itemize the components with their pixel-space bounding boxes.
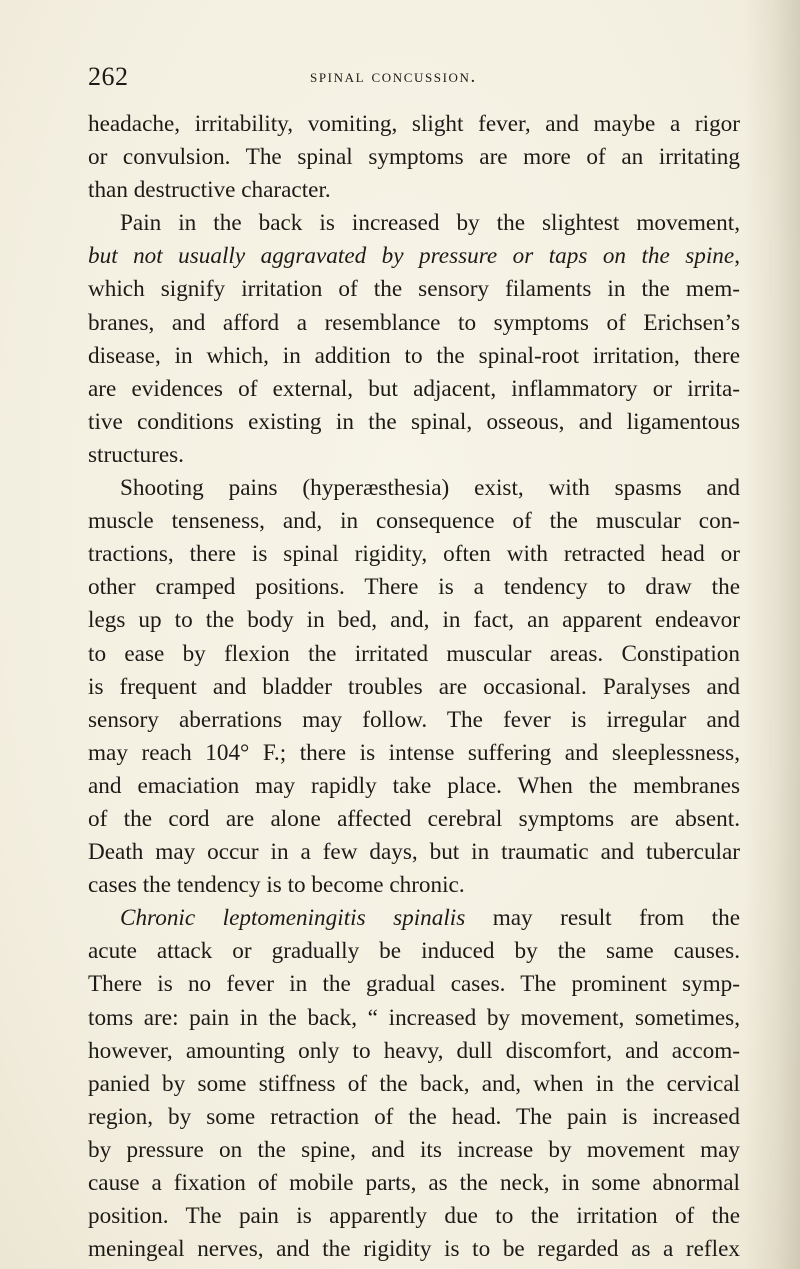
text-line: are evidences of external, but adjacent, inflammatory or irrita- — [88, 375, 740, 402]
text-line: panied by some stiffness of the back, and, when in the cervical — [88, 1070, 740, 1097]
text-line: or convulsion. The spinal symptoms are more of an irritating — [88, 144, 740, 171]
text-line: structures. — [88, 441, 184, 468]
text-line: tive conditions existing in the spinal, osseous, and ligamentous — [88, 408, 740, 435]
text-line: which signify irritation of the sensory filaments in the mem- — [88, 276, 740, 303]
text-line: There is no fever in the gradual cases. The prominent symp- — [88, 971, 740, 998]
text-line: sensory aberrations may follow. The fever is irregular and — [88, 706, 740, 733]
text-line: disease, in which, in addition to the spinal-root irritation, there — [88, 342, 740, 369]
text-line: by pressure on the spine, and its increase by movement may — [88, 1136, 740, 1163]
text-line: tractions, there is spinal rigidity, often with retracted head or — [88, 541, 740, 568]
page-header — [88, 62, 738, 96]
text-line: meningeal nerves, and the rigidity is to be regarded as a reflex — [88, 1236, 740, 1263]
text-line: of the cord are alone affected cerebral symptoms are absent. — [88, 805, 740, 832]
text-line: than destructive character. — [88, 177, 331, 204]
italic-phrase: Chronic leptomeningitis spinalis — [120, 905, 466, 932]
italic-phrase: but not usually aggravated by pressure or taps on the spine — [88, 243, 735, 270]
running-title: spinal concussion. — [310, 66, 477, 87]
text-line: cause a fixation of mobile parts, as the neck, in some abnormal — [88, 1170, 740, 1196]
body-text — [88, 108, 740, 1266]
text-line: toms are: pain in the back, “ increased by movement, sometimes, — [88, 1004, 740, 1031]
page-number: 262 — [88, 62, 129, 91]
text-line: other cramped positions. There is a tendency to draw the — [88, 574, 740, 601]
text-line: is frequent and bladder troubles are occasional. Paralyses and — [88, 673, 740, 700]
text-line: headache, irritability, vomiting, slight fever, and maybe a rigor — [88, 111, 740, 137]
text-line-with-italic: Chronic leptomeningitis spinalis may result from the — [120, 905, 740, 932]
text-line: Shooting pains (hyperæsthesia) exist, with spasms and — [120, 475, 740, 502]
text-line: Death may occur in a few days, but in traumatic and tubercular — [88, 839, 740, 866]
text-line: to ease by flexion the irritated muscular areas. Constipation — [88, 640, 740, 667]
text-line: legs up to the body in bed, and, in fact, an apparent endeavor — [88, 607, 740, 634]
text-line: Pain in the back is increased by the slightest movement, — [120, 210, 740, 237]
text-line: acute attack or gradually be induced by the same causes. — [88, 938, 740, 965]
text-line: cases the tendency is to become chronic. — [88, 872, 465, 899]
text-line-with-italic: but not usually aggravated by pressure or taps on the spine, — [88, 243, 740, 270]
text-line: and emaciation may rapidly take place. When the membranes — [88, 772, 740, 799]
text-line: may reach 104° F.; there is intense suffering and sleeplessness, — [88, 739, 740, 766]
text-line: region, by some retraction of the head. The pain is increased — [88, 1103, 740, 1130]
text-line: however, amounting only to heavy, dull discomfort, and accom- — [88, 1037, 740, 1064]
text-line: branes, and afford a resemblance to symptoms of Erichsen’s — [88, 309, 740, 336]
text-line: muscle tenseness, and, in consequence of the muscular con- — [88, 508, 740, 535]
text-line: position. The pain is apparently due to the irritation of the — [88, 1203, 740, 1230]
